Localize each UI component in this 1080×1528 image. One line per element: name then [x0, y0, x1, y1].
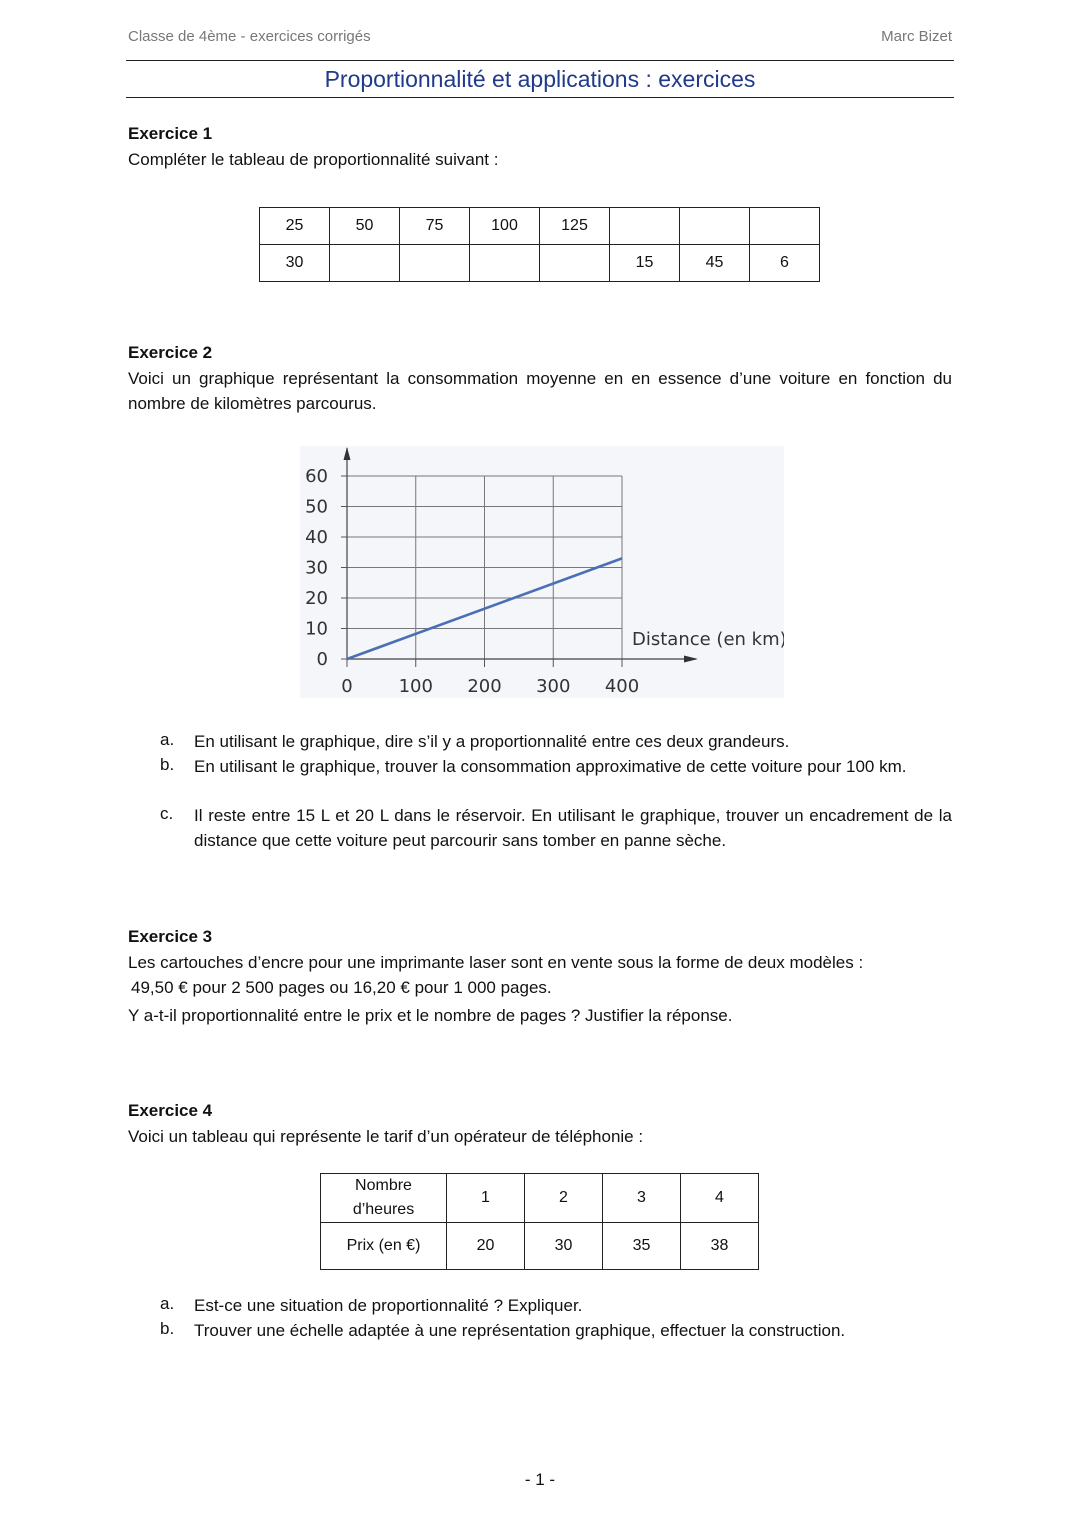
x-tick-label: 100	[398, 676, 433, 697]
ex3-line1: Les cartouches d’encre pour une imprimante laser sont en vente sous la forme de deux modèles :	[128, 953, 864, 972]
ex2-q-letter: c.	[160, 804, 174, 823]
header-rule-bottom	[126, 97, 954, 98]
ex4-statement: Voici un tableau qui représente le tarif d’un opérateur de téléphonie :	[128, 1127, 644, 1146]
ex4-q-letter: b.	[160, 1319, 175, 1338]
ex1-cell: 100	[470, 208, 540, 245]
ex1-cell	[330, 245, 400, 282]
ex4-cell: 38	[681, 1223, 759, 1270]
x-tick-label: 200	[467, 676, 502, 697]
y-tick-label: 10	[305, 618, 328, 640]
ex2-q-text: En utilisant le graphique, dire s’il y a proportionnalité entre ces deux grandeurs.	[194, 732, 790, 751]
y-tick-label: 60	[305, 466, 328, 487]
header-rule-top	[126, 60, 954, 61]
header-left: Classe de 4ème - exercices corrigés	[128, 28, 371, 45]
ex1-cell: 6	[750, 245, 820, 282]
chart-svg	[300, 446, 784, 698]
ex4-q-text: Trouver une échelle adaptée à une représentation graphique, effectuer la construction.	[194, 1321, 846, 1340]
ex1-table	[259, 207, 820, 282]
y-axis-arrow	[344, 447, 351, 460]
ex1-cell: 30	[260, 245, 330, 282]
ex1-title: Exercice 1	[128, 124, 213, 143]
ex2-title: Exercice 2	[128, 343, 213, 362]
consumption-chart	[300, 446, 784, 698]
ex4-cell: 20	[447, 1223, 525, 1270]
ex4-cell: 30	[525, 1223, 603, 1270]
ex2-q-text: Il reste entre 15 L et 20 L dans le réservoir. En utilisant le graphique, trouver un encadrement de la distance que cette voiture peut parcourir sans tomber en panne sèche.	[194, 806, 952, 850]
ex4-header-line: d’heures	[352, 1201, 415, 1218]
ex4-cell: 4	[681, 1174, 759, 1223]
ex1-cell	[470, 245, 540, 282]
ex1-cell: 25	[260, 208, 330, 245]
ex2-q-letter: b.	[160, 755, 175, 774]
page-title: Proportionnalité et applications : exercices	[324, 66, 756, 92]
y-tick-label: 40	[305, 527, 328, 548]
ex4-table	[320, 1173, 759, 1270]
ex4-cell: 35	[603, 1223, 681, 1270]
ex1-cell	[610, 208, 680, 245]
ex2-statement: Voici un graphique représentant la consommation moyenne en en essence d’une voiture en fonction du nombre de kilomètres parcourus.	[128, 369, 952, 413]
x-axis-arrow	[684, 656, 698, 663]
ex1-cell: 50	[330, 208, 400, 245]
ex1-cell: 45	[680, 245, 750, 282]
ex4-row-header: Prix (en €)	[321, 1223, 447, 1270]
ex4-row-header	[321, 1174, 447, 1223]
ex1-cell: 125	[540, 208, 610, 245]
y-tick-label: 0	[316, 649, 328, 670]
ex1-cell: 75	[400, 208, 470, 245]
y-tick-label: 50	[305, 496, 328, 518]
ex2-q-text: En utilisant le graphique, trouver la consommation approximative de cette voiture pour 100 km.	[194, 757, 907, 776]
ex1-cell	[750, 208, 820, 245]
header-right: Marc Bizet	[881, 28, 952, 45]
x-tick-label: 300	[536, 676, 571, 697]
y-tick-label: 20	[305, 588, 328, 609]
x-tick-label: 0	[341, 676, 353, 697]
ex1-cell	[680, 208, 750, 245]
ex1-cell	[540, 245, 610, 282]
ex1-cell	[400, 245, 470, 282]
ex4-title: Exercice 4	[128, 1101, 213, 1120]
x-axis-label: Distance (en km)	[632, 629, 784, 650]
ex3-line2: 49,50 € pour 2 500 pages ou 16,20 € pour 1 000 pages.	[131, 978, 552, 997]
ex4-cell: 1	[447, 1174, 525, 1223]
y-tick-label: 30	[305, 557, 328, 579]
ex4-cell: 3	[603, 1174, 681, 1223]
ex4-q-text: Est-ce une situation de proportionnalité ? Expliquer.	[194, 1296, 583, 1315]
ex3-title: Exercice 3	[128, 927, 213, 946]
ex4-header-line: Nombre	[355, 1177, 412, 1194]
ex1-statement: Compléter le tableau de proportionnalité suivant :	[128, 150, 499, 169]
ex4-q-letter: a.	[160, 1294, 175, 1313]
ex3-question: Y a-t-il proportionnalité entre le prix et le nombre de pages ? Justifier la réponse.	[128, 1006, 733, 1025]
ex1-cell: 15	[610, 245, 680, 282]
page-number: - 1 -	[524, 1470, 556, 1489]
x-tick-label: 400	[604, 676, 640, 697]
ex4-cell: 2	[525, 1174, 603, 1223]
ex2-q-letter: a.	[160, 730, 175, 749]
